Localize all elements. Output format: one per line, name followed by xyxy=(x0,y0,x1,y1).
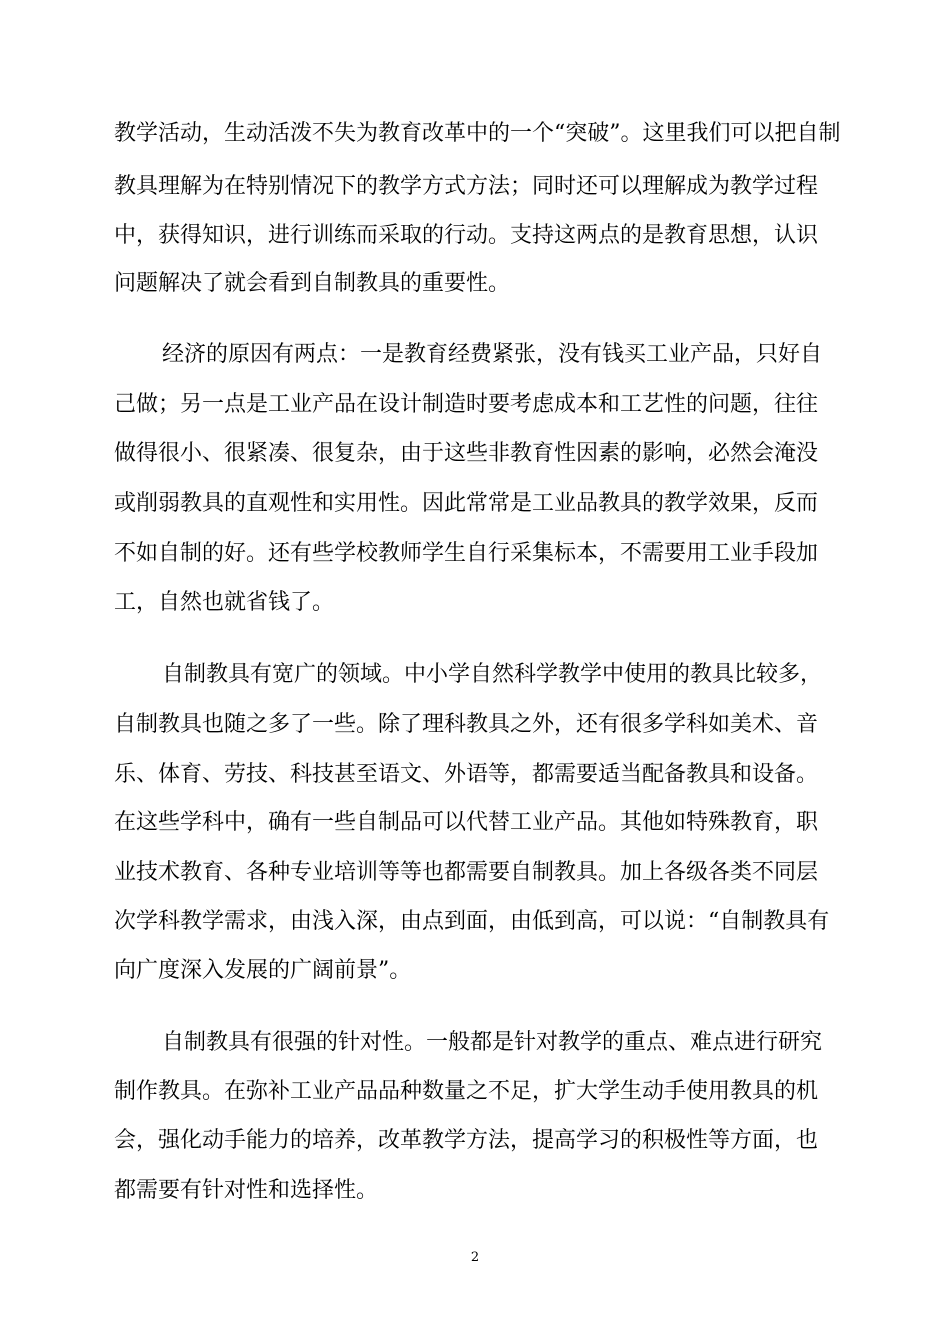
paragraph-line: 不如自制的好。还有些学校教师学生自行采集标本，不需要用工业手段加 xyxy=(114,541,819,566)
paragraph-line: 己做；另一点是工业产品在设计制造时要考虑成本和工艺性的问题，往往 xyxy=(114,392,819,417)
paragraph-line: 经济的原因有两点：一是教育经费紧张，没有钱买工业产品，只好自 xyxy=(162,342,823,367)
paragraph-line: 业技术教育、各种专业培训等等也都需要自制教具。加上各级各类不同层 xyxy=(114,860,819,885)
paragraph-line: 中，获得知识，进行训练而采取的行动。支持这两点的是教育思想，认识 xyxy=(114,223,819,248)
paragraph-line: 自制教具也随之多了一些。除了理科教具之外，还有很多学科如美术、音 xyxy=(114,712,819,737)
paragraph-line: 次学科教学需求，由浅入深，由点到面，由低到高，可以说：“自制教具有 xyxy=(114,909,830,934)
paragraph-line: 制作教具。在弥补工业产品品种数量之不足，扩大学生动手使用教具的机 xyxy=(114,1079,819,1104)
paragraph-line: 或削弱教具的直观性和实用性。因此常常是工业品教具的教学效果，反而 xyxy=(114,491,819,516)
page-number: 2 xyxy=(470,1250,480,1265)
paragraph-line: 问题解决了就会看到自制教具的重要性。 xyxy=(114,271,511,296)
paragraph-line: 都需要有针对性和选择性。 xyxy=(114,1178,379,1203)
paragraph-line: 向广度深入发展的广阔前景”。 xyxy=(114,958,412,983)
paragraph-line: 教学活动，生动活泼不失为教育改革中的一个“突破”。这里我们可以把自制 xyxy=(114,121,841,146)
paragraph-line: 在这些学科中，确有一些自制品可以代替工业产品。其他如特殊教育，职 xyxy=(114,810,819,835)
paragraph-line: 工，自然也就省钱了。 xyxy=(114,590,335,615)
paragraph-line: 会，强化动手能力的培养，改革教学方法，提高学习的积极性等方面，也 xyxy=(114,1128,819,1153)
paragraph-line: 教具理解为在特别情况下的教学方式方法；同时还可以理解成为教学过程 xyxy=(114,174,819,199)
paragraph-line: 自制教具有很强的针对性。一般都是针对教学的重点、难点进行研究 xyxy=(162,1030,823,1055)
paragraph-line: 乐、体育、劳技、科技甚至语文、外语等，都需要适当配备教具和设备。 xyxy=(114,762,819,787)
paragraph-line: 自制教具有宽广的领域。中小学自然科学教学中使用的教具比较多， xyxy=(162,662,823,687)
paragraph-line: 做得很小、很紧凑、很复杂，由于这些非教育性因素的影响，必然会淹没 xyxy=(114,441,819,466)
